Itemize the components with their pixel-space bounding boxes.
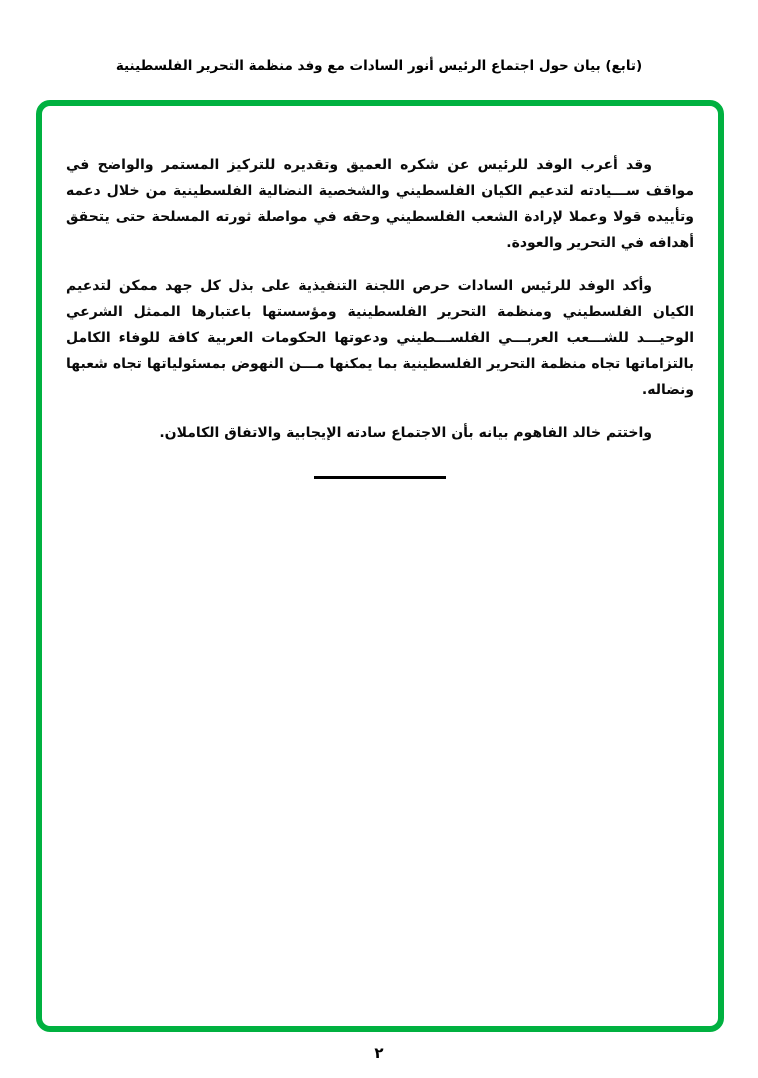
paragraph-1: وقد أعرب الوفد للرئيس عن شكره العميق وتقديره للتركيز المستمر والواضح في مواقف ســـيادته لتدعيم الكيان الفلسطيني والشخصية النضالية الفلسطينية من خلال دعمه وتأييده قولا وعملا لإرادة الشعب الفلسطيني وحقه في مواصلة ثورته المسلحة حتى يتحقق أهدافه في التحرير والعودة. — [66, 157, 694, 251]
end-rule-divider — [314, 476, 446, 479]
paragraph-2: وأكد الوفد للرئيس السادات حرص اللجنة التنفيذية على بذل كل جهد ممكن لتدعيم الكيان الفلسطيني ومنظمة التحرير الفلسطينية ومؤسستها باعتبارها الممثل الشرعي الوحيـــد للشـــعب العربـــي الفلســـطيني ودعوتها الحكومات العربية كافة للوفاء الكامل بالتزاماتها تجاه منظمة التحرير الفلسطينية بما يمكنها مـــن النهوض بمسئولياتها تجاه شعبها ونضاله. — [66, 278, 694, 398]
paragraph-3: واختتم خالد الفاهوم بيانه بأن الاجتماع سادته الإيجابية والاتفاق الكاملان. — [159, 425, 652, 441]
content-border-box — [36, 100, 724, 1032]
page-number: ٢ — [374, 1044, 384, 1062]
body-text — [66, 152, 694, 479]
page-title: (تابع) بيان حول اجتماع الرئيس أنور السادات مع وفد منظمة التحرير الفلسطينية — [115, 58, 643, 74]
